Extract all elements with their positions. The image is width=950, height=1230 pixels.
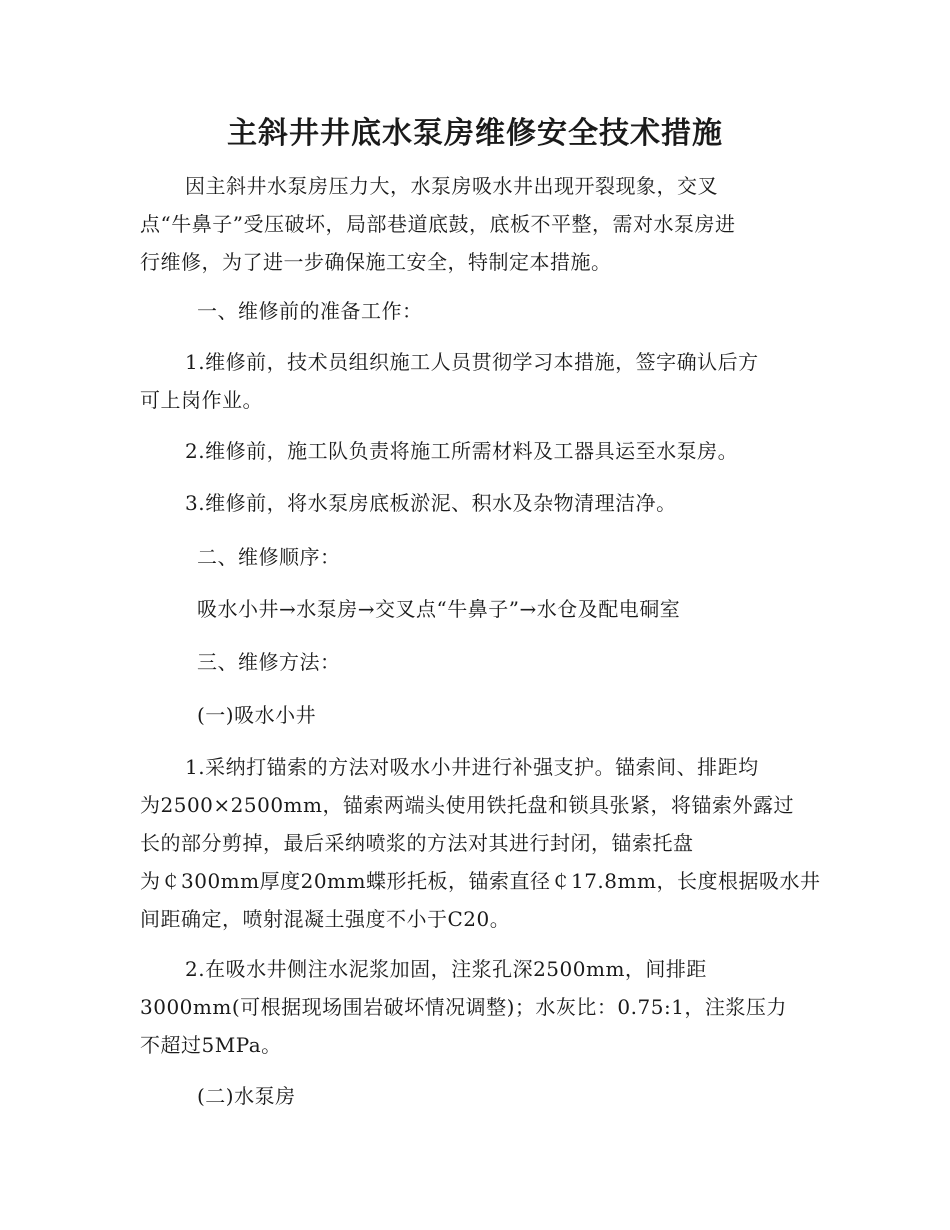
repair-sequence: 吸水小井→水泵房→交叉点“牛鼻子”→水仓及配电硐室 (197, 597, 681, 621)
method-item-1 (140, 748, 821, 938)
section-1-heading: 一、维修前的准备工作： (197, 299, 423, 323)
section-3-heading: 三、维修方法： (197, 650, 341, 674)
method-item-2-line-1: 2.在吸水井侧注水泥浆加固，注浆孔深2500mm，间排距 (185, 957, 707, 981)
method-item-2 (140, 950, 800, 1064)
document-title: 主斜井井底水泵房维修安全技术措施 (227, 116, 723, 151)
method-item-2-line-3: 不超过5MPa。 (140, 1033, 282, 1057)
intro-line-3: 行维修，为了进一步确保施工安全，特制定本措施。 (140, 250, 612, 274)
method-item-1-line-1: 1.采纳打锚索的方法对吸水小井进行补强支护。锚索间、排距均 (185, 755, 759, 779)
section-2-heading: 二、维修顺序： (197, 545, 341, 569)
intro-line-1: 因主斜井水泵房压力大，水泵房吸水井出现开裂现象，交叉 (185, 174, 718, 198)
method-item-2-line-2: 3000mm(可根据现场围岩破坏情况调整)；水灰比：0.75:1，注浆压力 (140, 995, 787, 1019)
prep-item-2: 2.维修前，施工队负责将施工所需材料及工器具运至水泵房。 (185, 439, 739, 463)
method-item-1-line-3: 长的部分剪掉，最后采纳喷浆的方法对其进行封闭，锚索托盘 (140, 831, 694, 855)
prep-item-3: 3.维修前，将水泵房底板淤泥、积水及杂物清理洁净。 (185, 491, 677, 515)
prep-item-1-line-2: 可上岗作业。 (140, 388, 263, 412)
method-item-1-line-4: 为￠300mm厚度20mm蝶形托板，锚索直径￠17.8mm，长度根据吸水井 (140, 869, 821, 893)
subsection-1-heading: (一)吸水小井 (197, 703, 317, 727)
method-item-1-line-2: 为2500×2500mm，锚索两端头使用铁托盘和锁具张紧，将锚索外露过 (140, 793, 794, 817)
method-item-1-line-5: 间距确定，喷射混凝土强度不小于C20。 (140, 907, 511, 931)
intro-line-2: 点“牛鼻子”受压破坏，局部巷道底鼓，底板不平整，需对水泵房进 (140, 212, 736, 236)
subsection-2-heading: (二)水泵房 (197, 1084, 296, 1108)
prep-item-1-line-1: 1.维修前，技术员组织施工人员贯彻学习本措施，签字确认后方 (185, 350, 759, 374)
intro-paragraph (140, 167, 800, 281)
prep-item-1 (140, 343, 800, 419)
